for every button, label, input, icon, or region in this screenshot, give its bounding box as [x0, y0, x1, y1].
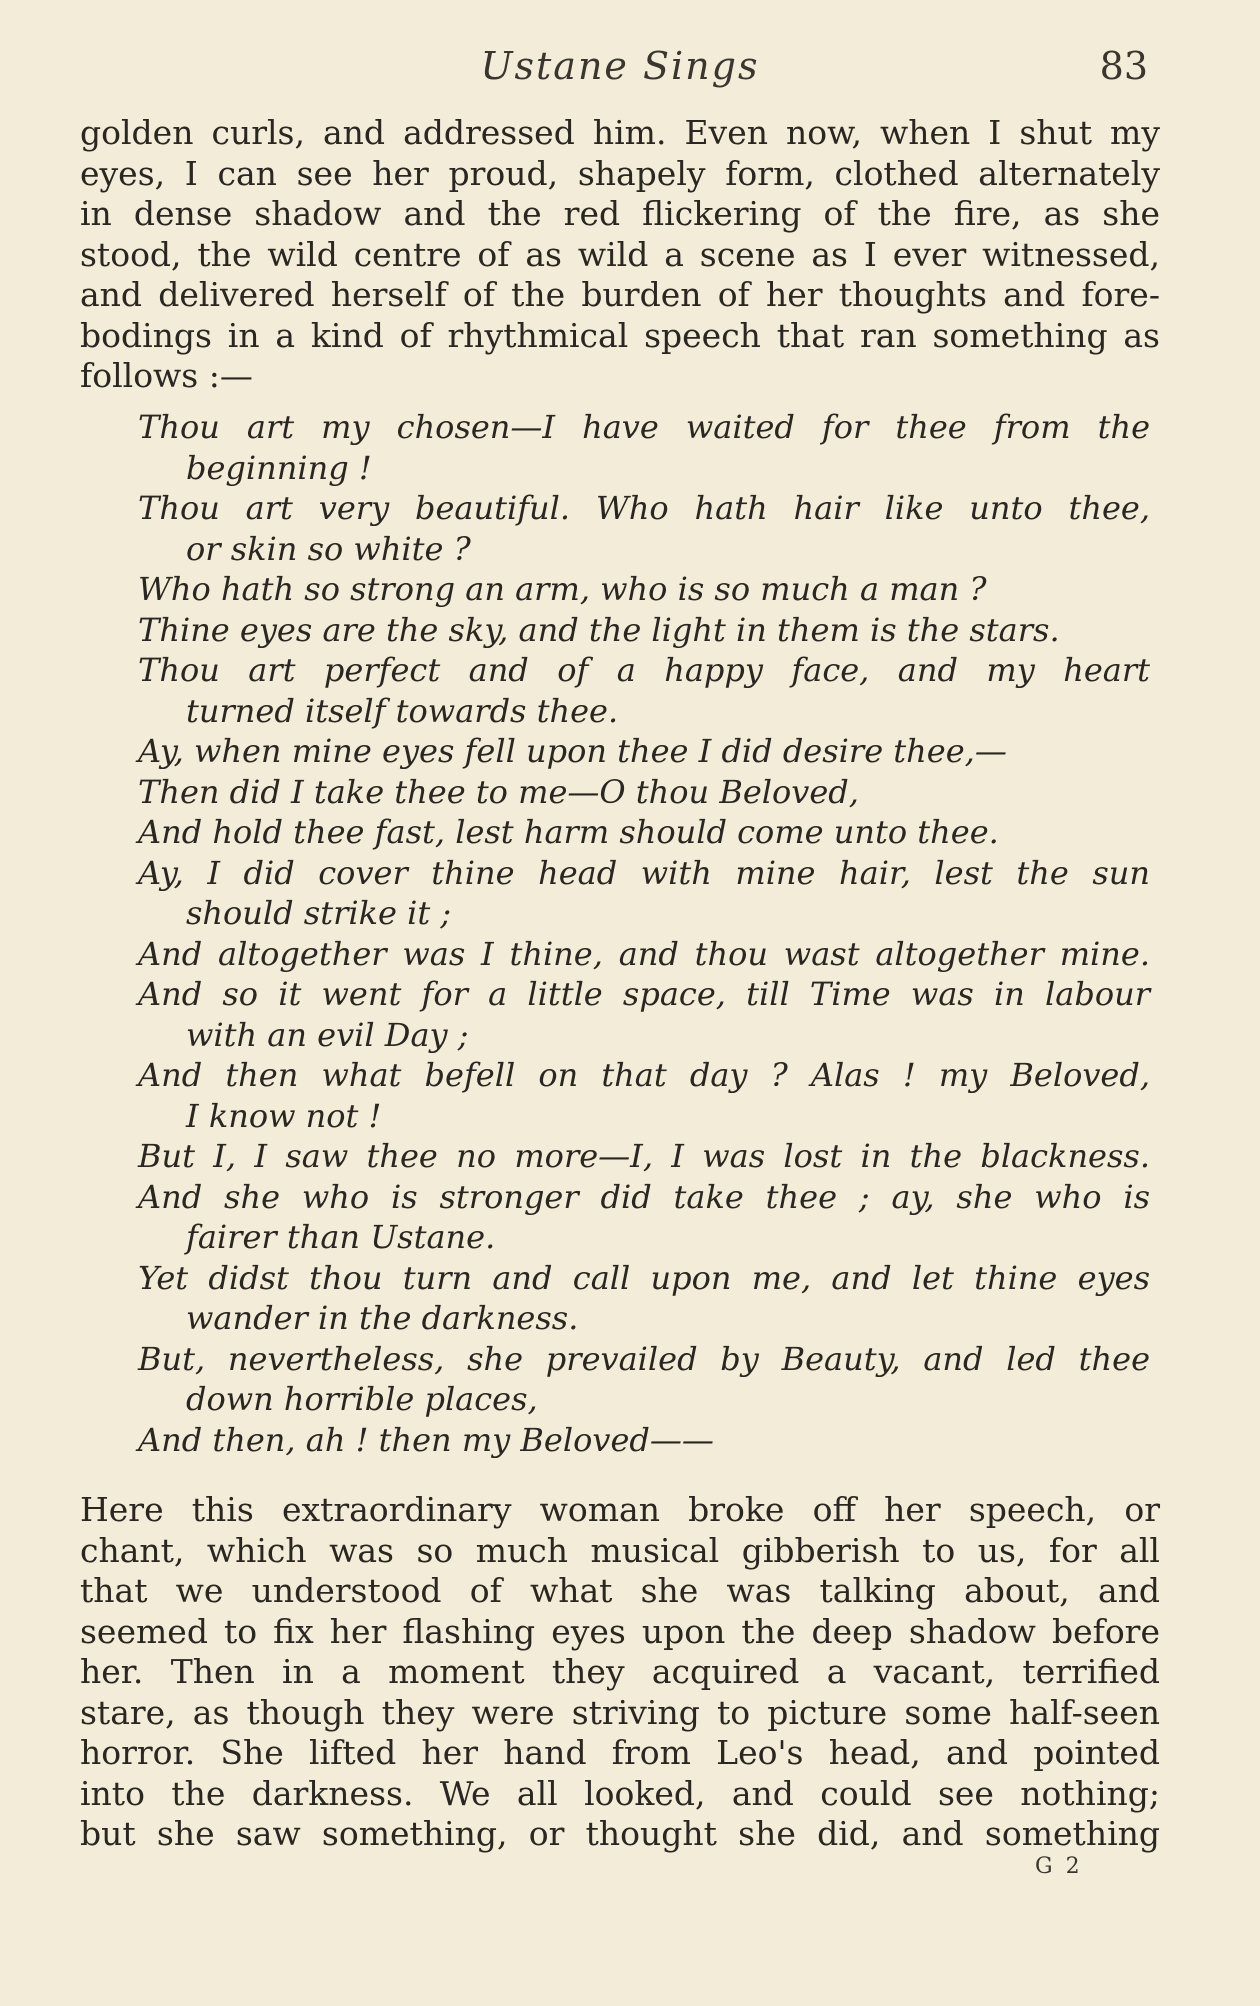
ustane-song: [138, 407, 1150, 1460]
signature-mark: G 2: [1035, 1854, 1083, 1879]
page-number: 83: [1099, 44, 1148, 88]
verse-line: Then did I take thee to me—O thou Beloved,: [138, 772, 859, 811]
verse-line: beginning !: [186, 448, 372, 487]
verse-line: Ay, when mine eyes fell upon thee I did desire thee,—: [138, 732, 1007, 770]
verse-line: Thou art my chosen—I have waited for thee from the: [138, 408, 1150, 446]
verse-line: Thou art perfect and of a happy face, and my heart: [138, 651, 1150, 689]
text-line: in dense shadow and the red flickering of the fire, as she: [80, 194, 1160, 233]
text-line: but she saw something, or thought she did, and something: [80, 1814, 1160, 1853]
verse-line: turned itself towards thee.: [186, 691, 619, 730]
text-line: her. Then in a moment they acquired a vacant, terrified: [80, 1652, 1160, 1691]
verse-line: with an evil Day ;: [186, 1015, 469, 1054]
text-line: eyes, I can see her proud, shapely form, clothed alternately: [80, 153, 1160, 193]
verse-line: Thou art very beautiful. Who hath hair like unto thee,: [138, 489, 1150, 527]
verse-line: wander in the darkness.: [186, 1299, 579, 1337]
verse-line: But I, I saw thee no more—I, I was lost in the blackness.: [138, 1137, 1150, 1175]
verse-line: And then what befell on that day ? Alas ! my Beloved,: [138, 1056, 1150, 1094]
text-line: Here this extraordinary woman broke off her speech, or: [80, 1490, 1160, 1529]
verse-line: down horrible places,: [186, 1380, 538, 1418]
verse-line: Thine eyes are the sky, and the light in them is the stars.: [138, 610, 1060, 649]
text-line: golden curls, and addressed him. Even now, when I shut my: [80, 113, 1160, 152]
text-line: that we understood of what she was talking about, and: [80, 1571, 1160, 1610]
verse-line: And she who is stronger did take thee ; ay, she who is: [138, 1177, 1150, 1216]
text-line: into the darkness. We all looked, and could see nothing;: [80, 1773, 1160, 1813]
verse-line: And altogether was I thine, and thou wast altogether mine.: [138, 934, 1150, 973]
verse-line: Who hath so strong an arm, who is so much a man ?: [138, 570, 987, 608]
verse-line: should strike it ;: [186, 894, 452, 932]
text-line: stood, the wild centre of as wild a scene as I ever witnessed,: [80, 234, 1160, 274]
paragraph-2: [80, 1490, 1160, 1855]
text-line: and delivered herself of the burden of her thoughts and fore-: [80, 275, 1160, 314]
text-line: seemed to fix her flashing eyes upon the deep shadow before: [80, 1611, 1160, 1651]
verse-line: And then, ah ! then my Beloved——: [138, 1420, 714, 1459]
verse-line: I know not !: [186, 1096, 382, 1135]
verse-line: Yet didst thou turn and call upon me, and let thine eyes: [138, 1258, 1150, 1297]
text-line: chant, which was so much musical gibberish to us, for all: [80, 1530, 1160, 1570]
paragraph-1: [80, 113, 1160, 397]
text-line: bodings in a kind of rhythmical speech that ran something as: [80, 315, 1160, 355]
text-line: horror. She lifted her hand from Leo's head, and pointed: [80, 1733, 1160, 1772]
text-line: stare, as though they were striving to picture some half-seen: [80, 1692, 1160, 1732]
verse-line: But, nevertheless, she prevailed by Beauty, and led thee: [138, 1339, 1150, 1378]
verse-line: or skin so white ?: [186, 529, 471, 568]
text-line: follows :—: [80, 356, 253, 395]
running-title: Ustane Sings: [480, 44, 760, 88]
running-head: [80, 44, 1160, 94]
verse-line: And so it went for a little space, till Time was in labour: [138, 975, 1150, 1013]
verse-line: fairer than Ustane.: [186, 1218, 496, 1256]
verse-line: And hold thee fast, lest harm should come unto thee.: [138, 813, 999, 851]
verse-line: Ay, I did cover thine head with mine hair, lest the sun: [138, 853, 1150, 892]
